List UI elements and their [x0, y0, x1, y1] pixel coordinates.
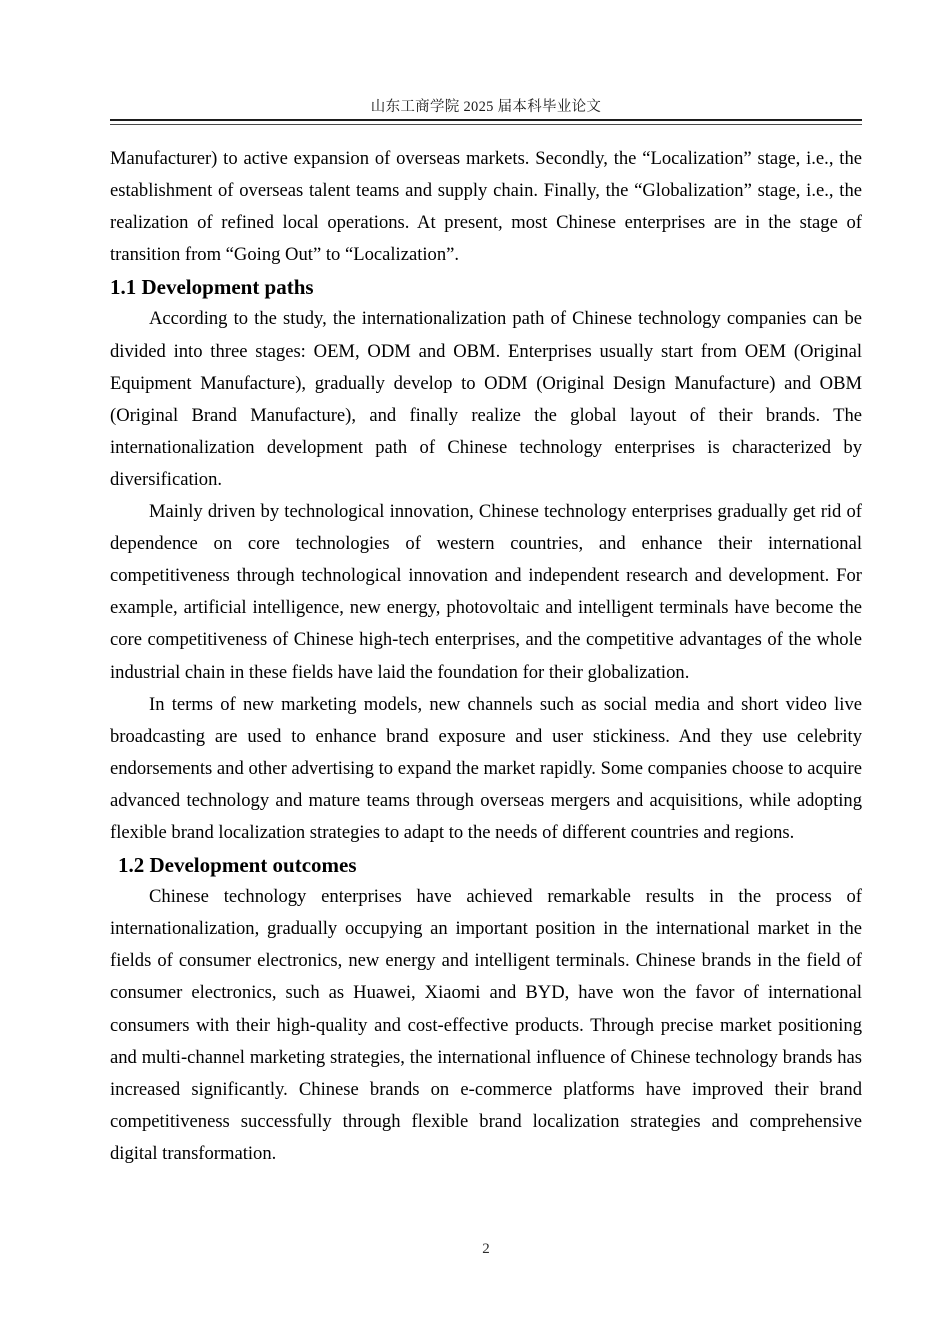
running-header-title: 山东工商学院 2025 届本科毕业论文: [370, 99, 602, 115]
paragraph-development-paths-1: According to the study, the internationalization path of Chinese technology companies can be divided into three stages: OEM, ODM and OBM. Enterprises usually start from OEM (Original Equipment Manufacture), gradually develop to ODM (Original Design Manufacture) and OBM (Original Brand Manufacture), and finally realize the global layout of their brands. The internationalization development path of Chinese technology enterprises is characterized by diversification.: [110, 308, 862, 490]
running-header: [110, 98, 862, 125]
paragraph-development-paths-2: Mainly driven by technological innovation, Chinese technology enterprises gradually get rid of dependence on core technologies of western countries, and enhance their international competitiveness through technological innovation and independent research and development. For example, artificial intelligence, new energy, photovoltaic and intelligent terminals have become the core competitiveness of Chinese high-tech enterprises, and the competitive advantages of the whole industrial chain in these fields have laid the foundation for their globalization.: [110, 501, 862, 683]
paragraph-development-outcomes-1: Chinese technology enterprises have achieved remarkable results in the process of internationalization, gradually occupying an important position in the international market in the fields of consumer electronics, new energy and intelligent terminals. Chinese brands in the field of consumer electronics, such as Huawei, Xiaomi and BYD, have won the favor of international consumers with their high-quality and cost-effective products. Through precise market positioning and multi-channel marketing strategies, the international influence of Chinese technology brands has increased significantly. Chinese brands on e-commerce platforms have improved their brand competitiveness successfully through flexible brand localization strategies and comprehensive digital transformation.: [110, 886, 862, 1164]
document-body: [110, 143, 862, 1170]
section-heading-1-2: 1.2 Development outcomes: [118, 853, 357, 878]
paragraph-development-paths-3: In terms of new marketing models, new channels such as social media and short video live broadcasting are used to enhance brand exposure and user stickiness. And they use celebrity endorsements and other advertising to expand the market rapidly. Some companies choose to acquire advanced technology and mature teams through overseas mergers and acquisitions, while adopting flexible brand localization strategies to adapt to the needs of different countries and regions.: [110, 693, 862, 843]
paragraph-continuation: Manufacturer) to active expansion of overseas markets. Secondly, the “Localization” stage, i.e., the establishment of overseas talent teams and supply chain. Finally, the “Globalization” stage, i.e., the realization of refined local operations. At present, most Chinese enterprises are in the stage of transition from “Going Out” to “Localization”.: [110, 148, 862, 266]
page-number: 2: [482, 1241, 490, 1257]
page-footer: [110, 1240, 862, 1258]
section-heading-1-1: 1.1 Development paths: [110, 275, 314, 300]
header-divider-rule: [110, 119, 862, 125]
